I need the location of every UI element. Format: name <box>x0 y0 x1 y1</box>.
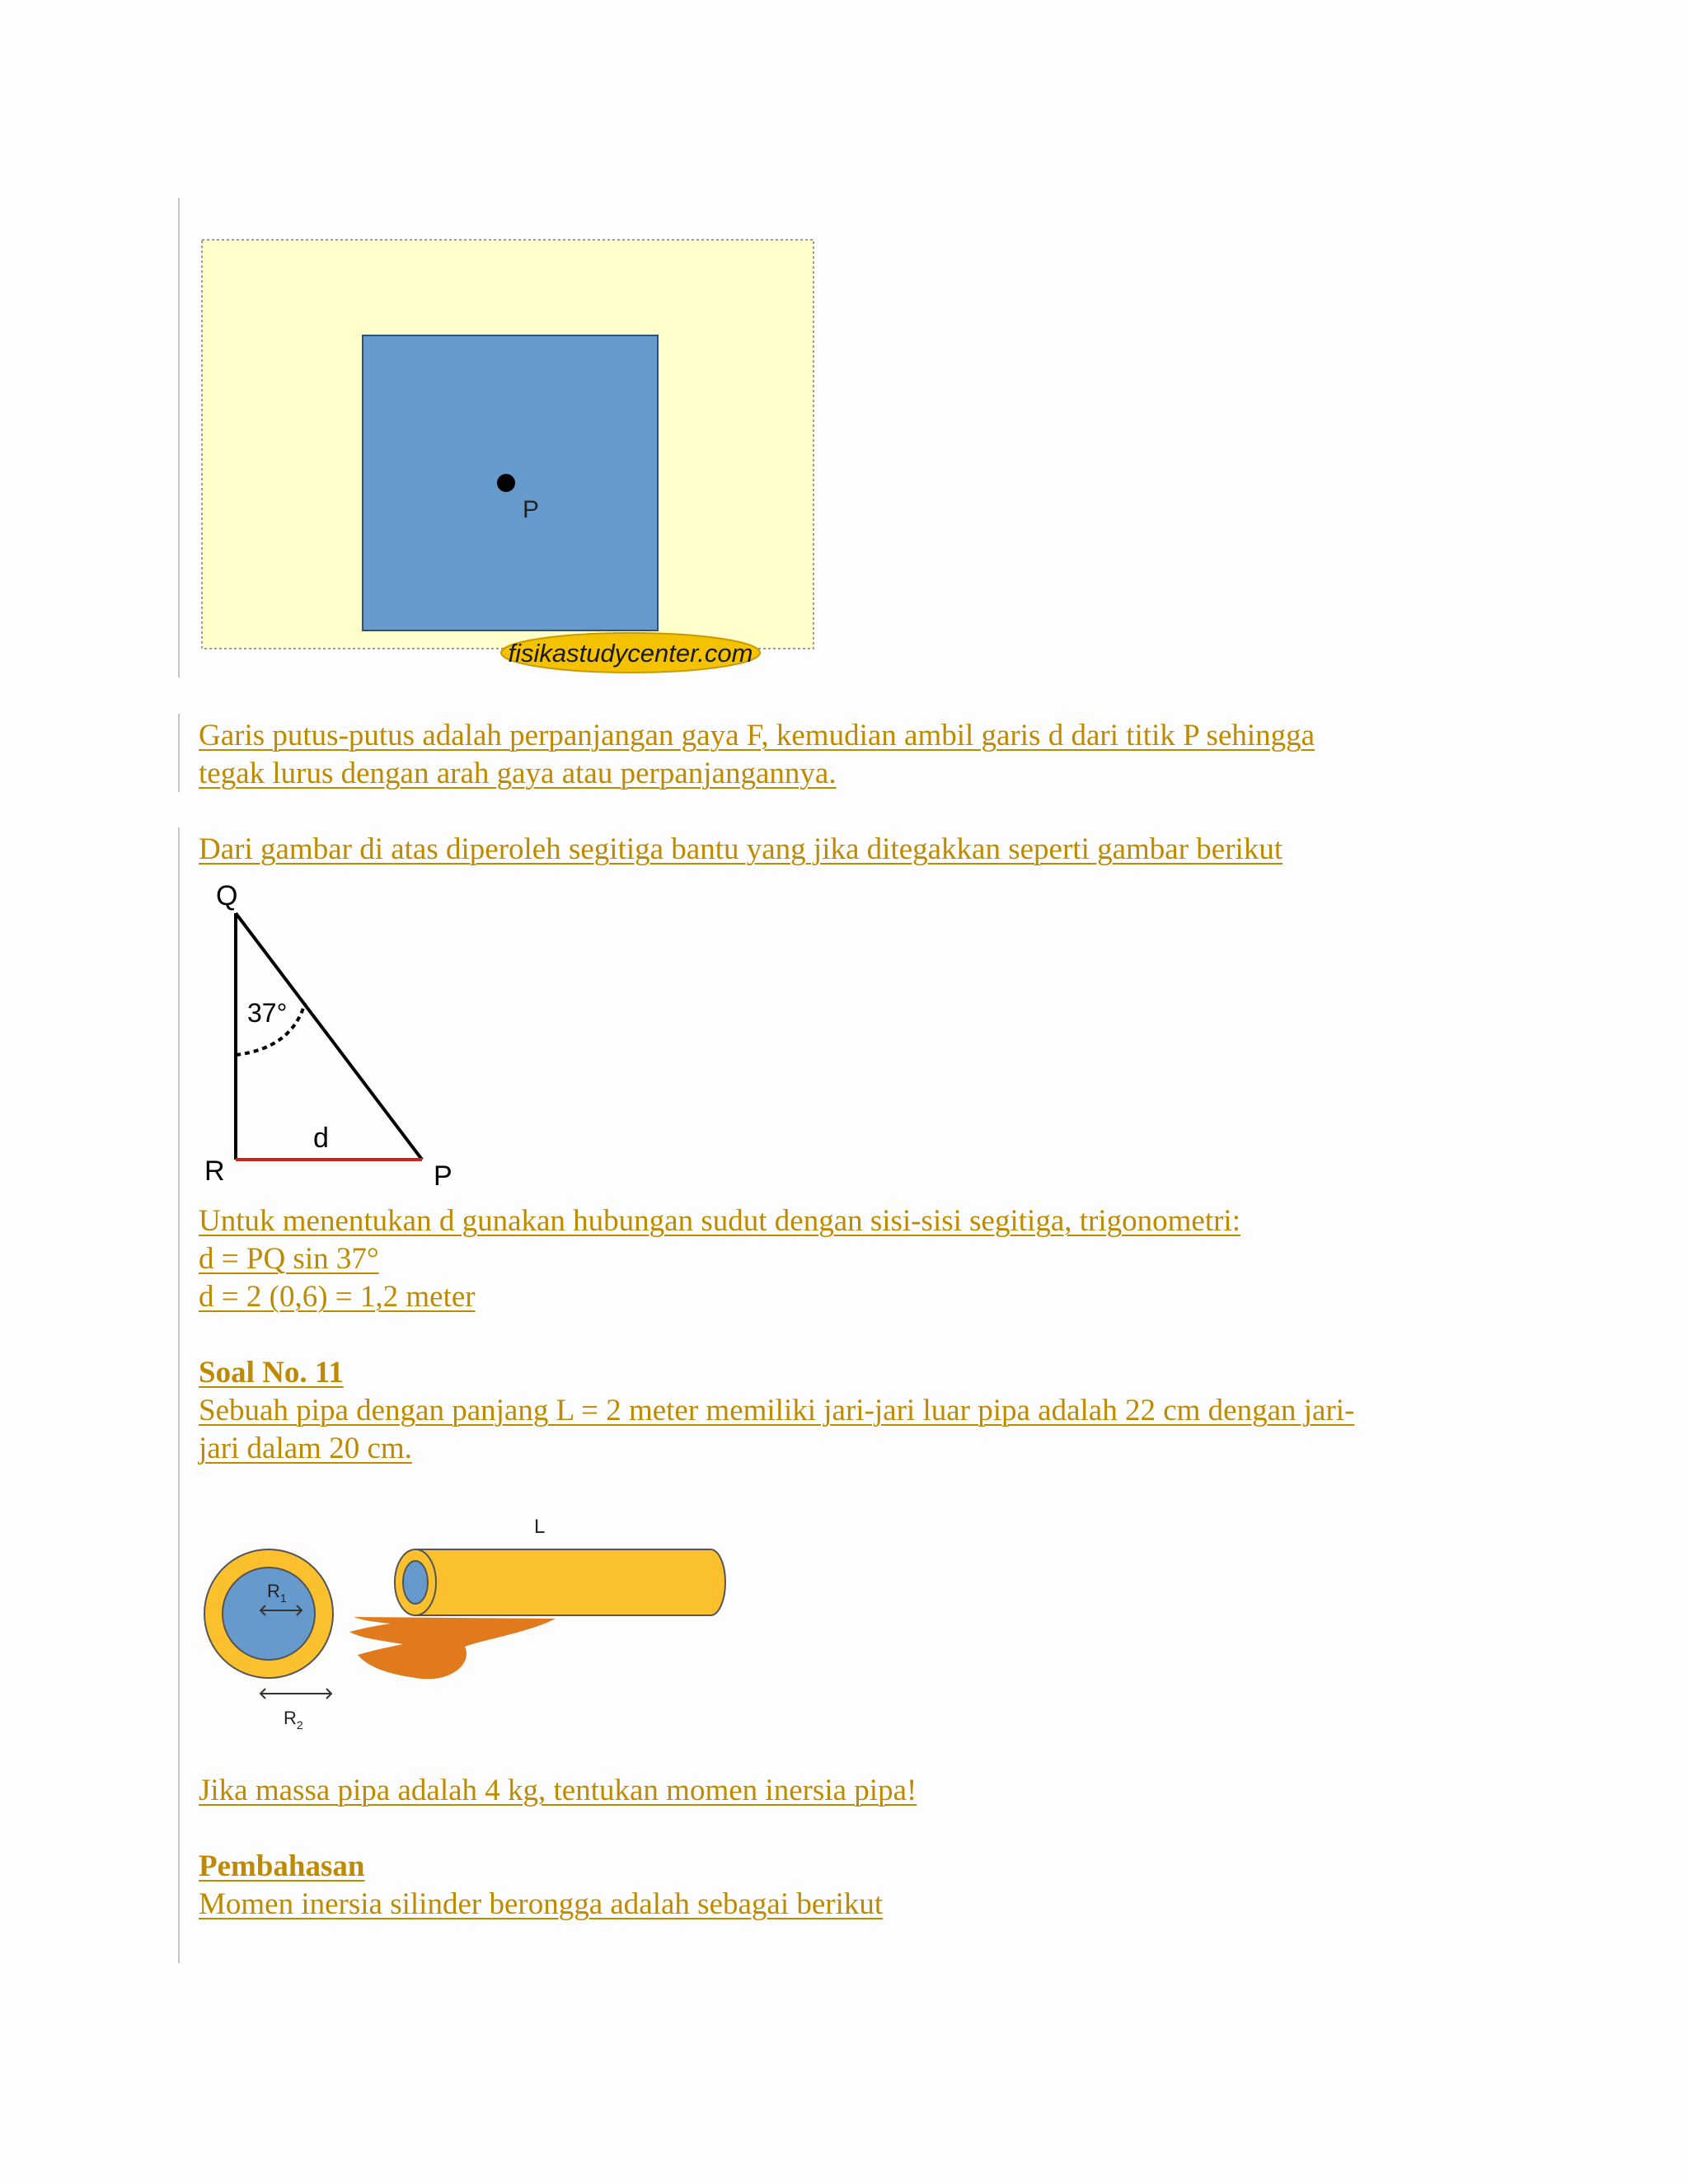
margin-rule <box>178 714 180 792</box>
pipe-figure <box>201 1508 729 1739</box>
formula-line[interactable]: d = PQ sin 37° <box>199 1242 379 1276</box>
point-p-dot <box>497 474 515 492</box>
watermark-text: fisikastudycenter.com <box>508 639 753 668</box>
label-r2: $R_2$ <box>284 1708 303 1732</box>
margin-rule <box>178 198 180 677</box>
paragraph-line[interactable]: tegak lurus dengan arah gaya atau perpanjangannya. <box>199 757 837 790</box>
paragraph-line[interactable]: Garis putus-putus adalah perpanjangan gaya F, kemudian ambil garis d dari titik P sehingga <box>199 719 1315 752</box>
label-r: R <box>204 1155 225 1187</box>
label-q: Q <box>216 880 238 912</box>
paragraph-line[interactable]: jari dalam 20 cm. <box>199 1432 412 1465</box>
soal-title[interactable]: Soal No. 11 <box>199 1356 344 1390</box>
label-d: d <box>313 1122 329 1154</box>
paragraph-line[interactable]: Untuk menentukan d gunakan hubungan sudut dengan sisi-sisi segitiga, trigonometri: <box>199 1204 1240 1238</box>
label-length: L <box>534 1516 546 1538</box>
pembahasan-title[interactable]: Pembahasan <box>199 1849 365 1883</box>
square-plate-figure <box>201 239 818 676</box>
formula-line[interactable]: d = 2 (0,6) = 1,2 meter <box>199 1280 476 1314</box>
paragraph-line[interactable]: Momen inersia silinder berongga adalah sebagai berikut <box>199 1887 884 1921</box>
label-angle: 37° <box>247 998 288 1028</box>
question-line[interactable]: Jika massa pipa adalah 4 kg, tentukan momen inersia pipa! <box>199 1774 917 1807</box>
paragraph-line[interactable]: Sebuah pipa dengan panjang L = 2 meter memiliki jari-jari luar pipa adalah 22 cm dengan jari- <box>199 1394 1355 1427</box>
label-r1: $R_1$ <box>267 1581 287 1605</box>
label-p: P <box>434 1160 452 1192</box>
pipe-end-inner <box>403 1561 428 1604</box>
paragraph-line[interactable]: Dari gambar di atas diperoleh segitiga bantu yang jika ditegakkan seperti gambar berikut <box>199 832 1283 866</box>
triangle-figure <box>201 875 473 1197</box>
point-p-label: P <box>523 496 540 523</box>
pipe-body <box>415 1549 725 1615</box>
pipe-shadow <box>349 1617 556 1679</box>
margin-rule <box>178 827 180 1963</box>
